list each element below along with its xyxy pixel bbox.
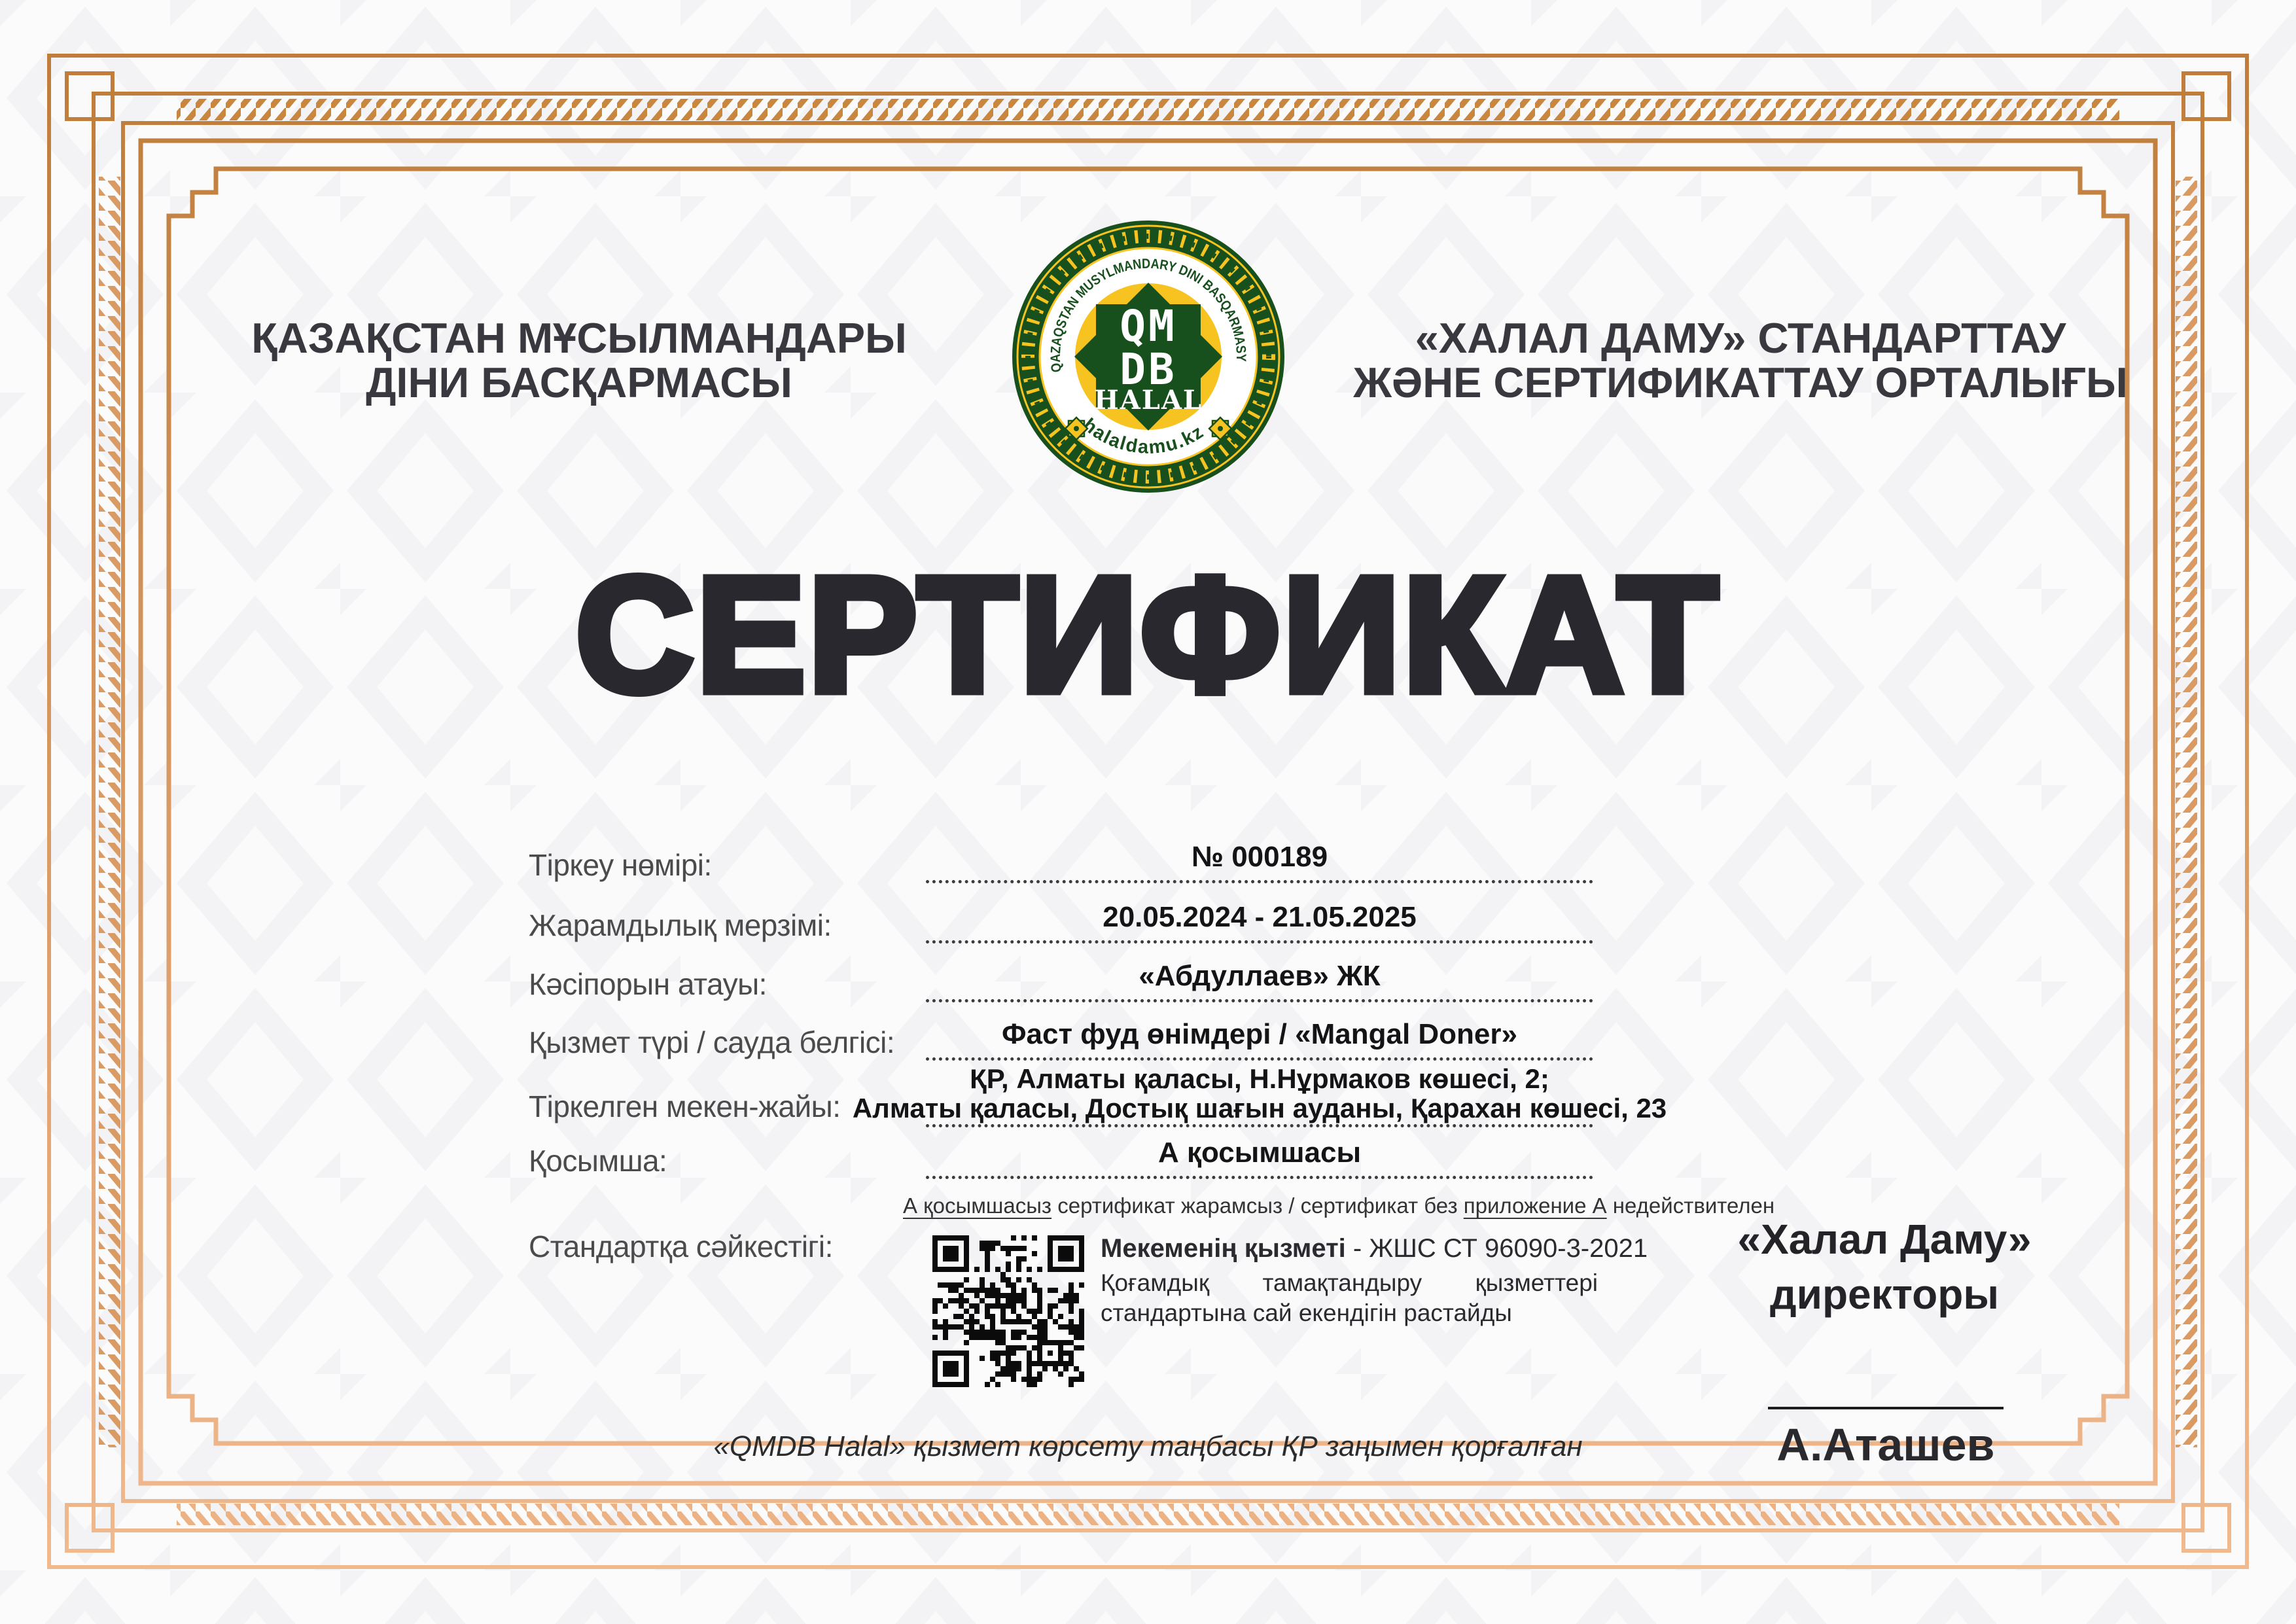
- conformity-body: Қоғамдық тамақтандыру қызметтері стандартына сай екендігін растайды: [1101, 1269, 1598, 1326]
- director-org: «Халал Даму»: [1737, 1216, 2032, 1263]
- dotted-line: [926, 999, 1593, 1002]
- logo-monogram-line2: DB: [1120, 344, 1177, 395]
- org-left-line2: ДІНИ БАСҚАРМАСЫ: [366, 359, 792, 406]
- conformity-text: [1101, 1233, 1648, 1328]
- certificate-title: СЕРТИФИКАТ: [575, 543, 1721, 726]
- director-role: директоры: [1769, 1271, 2000, 1318]
- org-name-right: [1348, 316, 2133, 405]
- field-label-enterprise-name: Кәсіпорын атауы:: [529, 967, 767, 1001]
- field-value-activity-trademark: Фаст фуд өнімдері / «Mangal Doner»: [1002, 1018, 1517, 1050]
- field-label-standard-conformity: Стандартқа сәйкестігі:: [529, 1229, 833, 1263]
- director-title: [1675, 1212, 2094, 1322]
- qmdb-halal-logo-icon: [1011, 219, 1286, 494]
- logo-star-right-icon: [1209, 417, 1231, 440]
- logo-monogram-line1: QM: [1120, 301, 1177, 351]
- signature-line: [1768, 1407, 2004, 1409]
- conformity-heading-rest: - ЖШС СТ 96090-3-2021: [1345, 1234, 1648, 1263]
- field-label-registration-number: Тіркеу нөмірі:: [529, 848, 712, 882]
- org-name-left: [186, 316, 972, 405]
- logo-ring-text-top: QAZAQSTAN MUSYLMANDARY DINI BASQARMASY: [1048, 256, 1249, 374]
- field-label-validity-period: Жарамдылық мерзімі:: [529, 908, 832, 942]
- field-label-appendix: Қосымша:: [529, 1144, 667, 1178]
- dotted-line: [926, 940, 1593, 944]
- dotted-line: [926, 1124, 1593, 1127]
- field-value-appendix: А қосымшасы: [1157, 1137, 1362, 1169]
- director-name: А.Аташев: [1776, 1419, 1995, 1470]
- note-underlined-2: приложение А: [1463, 1193, 1607, 1218]
- org-right-line1: «ХАЛАЛ ДАМУ» СТАНДАРТТАУ: [1415, 314, 2066, 362]
- dotted-line: [926, 1057, 1593, 1061]
- note-underlined-1: А қосымшасыз: [903, 1193, 1052, 1218]
- appendix-note: [903, 1193, 1775, 1218]
- dotted-line: [926, 1176, 1593, 1179]
- field-label-registered-address: Тіркелген мекен-жайы:: [529, 1089, 841, 1123]
- conformity-heading: [1101, 1233, 1648, 1264]
- field-label-activity-trademark: Қызмет түрі / сауда белгісі:: [529, 1025, 895, 1059]
- org-right-line2: ЖӘНЕ СЕРТИФИКАТТАУ ОРТАЛЫҒЫ: [1353, 359, 2128, 406]
- field-value-validity-period: 20.05.2024 - 21.05.2025: [1103, 901, 1417, 933]
- conformity-heading-bold: Мекеменің қызметі: [1101, 1234, 1346, 1263]
- note-plain-2: недействителен: [1606, 1193, 1775, 1218]
- legal-footer: «QMDB Halal» қызмет көрсету таңбасы ҚР заңымен қорғалған: [713, 1430, 1583, 1462]
- note-plain-1: сертификат жарамсыз / сертификат без: [1051, 1193, 1464, 1218]
- logo-star-left-icon: [1065, 417, 1087, 440]
- field-value-registered-address: [772, 1064, 1747, 1123]
- address-line2: Алматы қаласы, Достық шағын ауданы, Қарахан көшесі, 23: [852, 1093, 1667, 1123]
- qr-code: [932, 1235, 1084, 1387]
- org-left-line1: ҚАЗАҚСТАН МҰСЫЛМАНДАРЫ: [251, 314, 907, 362]
- logo-halal-label: HALAL: [1093, 385, 1203, 415]
- dotted-line: [926, 880, 1593, 883]
- address-line1: ҚР, Алматы қаласы, Н.Нұрмаков көшесі, 2;: [970, 1063, 1549, 1094]
- field-value-registration-number: № 000189: [1191, 841, 1328, 873]
- field-value-enterprise-name: «Абдуллаев» ЖК: [1139, 960, 1381, 992]
- logo-ring-text-bottom: halaldamu.kz: [1078, 414, 1209, 459]
